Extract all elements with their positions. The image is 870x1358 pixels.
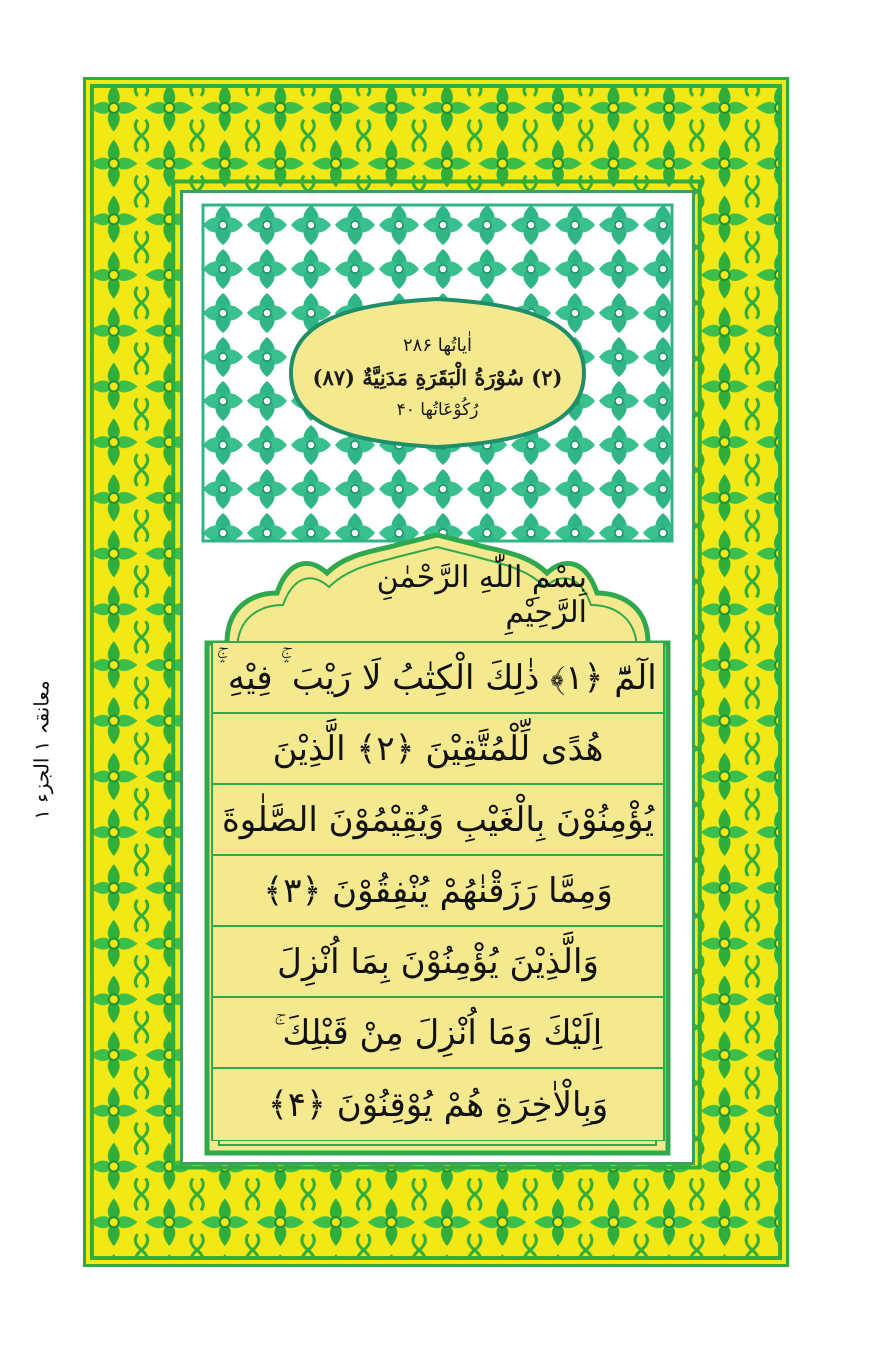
verse-arch: [197, 533, 678, 1158]
content-panel: [180, 190, 695, 1165]
verse-line: وَالَّذِیْنَ یُؤْمِنُوْنَ بِمَا اُنْزِلَ: [213, 927, 663, 998]
ayat-count: اٰیاتُها ۲۸۶: [402, 335, 473, 356]
verse-line: وَمِمَّا رَزَقْنٰهُمْ یُنْفِقُوْنَ ﴿۳﴾: [213, 856, 663, 927]
ruku-count: رُکُوْعَاتُها ۴۰: [396, 400, 479, 420]
juz-label-text: معانقہ ۱ الجزء ۱: [30, 680, 54, 820]
bismillah: بِسْمِ اللّٰهِ الرَّحْمٰنِ الرَّحِیْمِ: [376, 560, 587, 630]
page-margin-label: [22, 640, 62, 860]
verse-line: وَبِالْاٰخِرَةِ هُمْ یُوْقِنُوْنَ ﴿۴﴾: [213, 1069, 663, 1140]
surah-header: [201, 203, 674, 543]
verse-line: یُؤْمِنُوْنَ بِالْغَیْبِ وَیُقِیْمُوْنَ الصَّلٰوةَ: [213, 785, 663, 856]
surah-title: (۲) سُوْرَةُ الْبَقَرَةِ مَدَنِيَّةٌ (۸۷): [312, 365, 563, 390]
verse-line: الٓمّٓ ﴿۱﴾ ذٰلِكَ الْكِتٰبُ لَا رَیْبَ ۛۚ فِیْهِ ۛۚ: [213, 643, 663, 714]
verse-line: هُدًى لِّلْمُتَّقِیْنَ ﴿۲﴾ الَّذِیْنَ: [213, 714, 663, 785]
surah-info: [291, 313, 584, 443]
quran-page-frame: [83, 77, 789, 1267]
verse-lines: [211, 641, 665, 1141]
verse-line: اِلَیْكَ وَمَا اُنْزِلَ مِنْ قَبْلِكَ ۚ: [213, 998, 663, 1069]
